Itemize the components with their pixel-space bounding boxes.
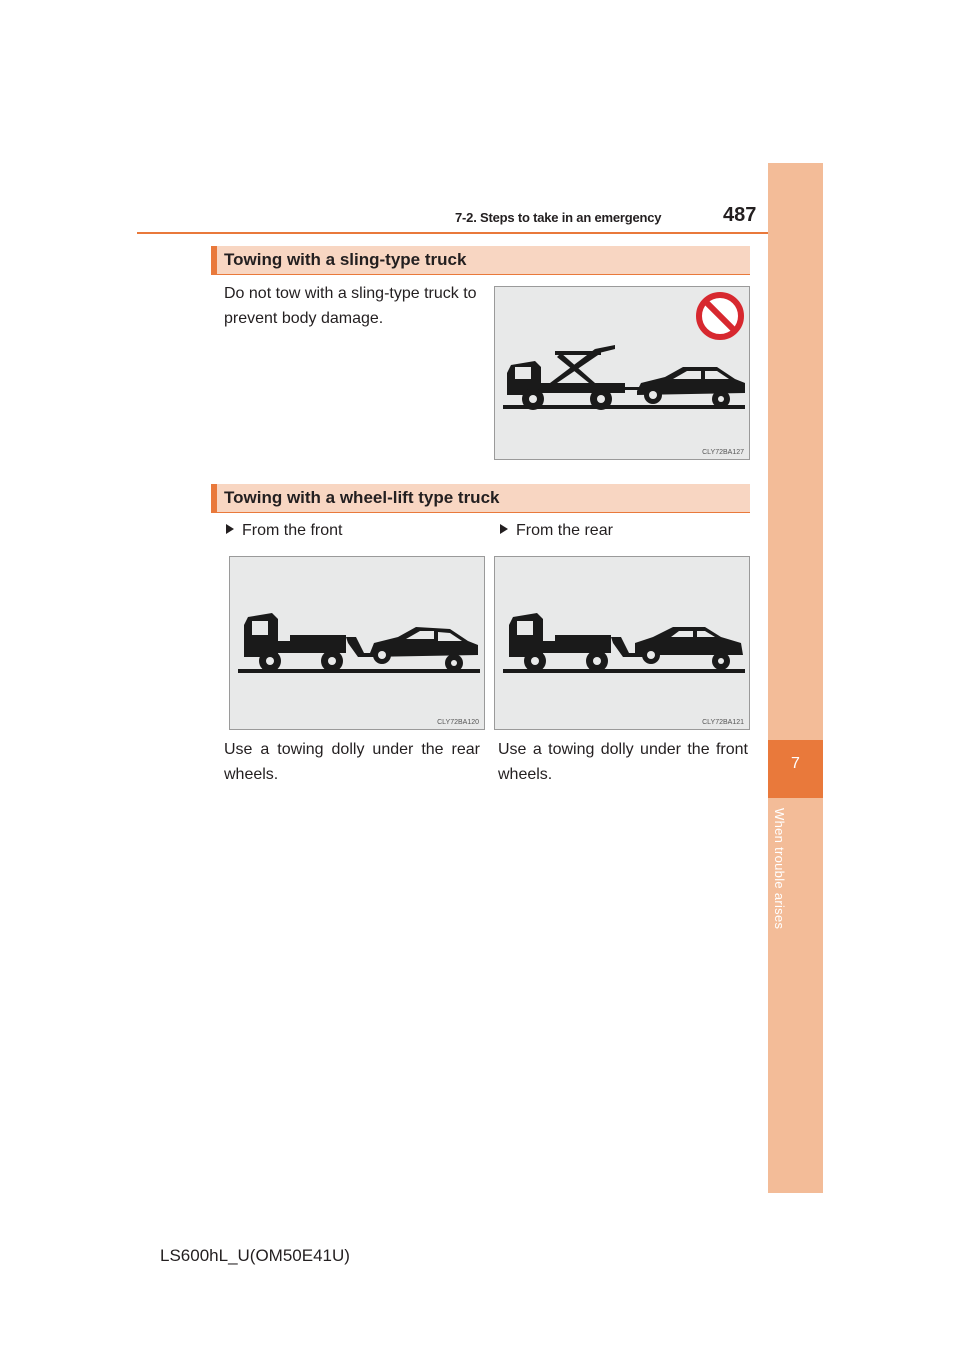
section-heading-title: Towing with a wheel-lift type truck bbox=[224, 488, 500, 507]
header-section-title: 7-2. Steps to take in an emergency bbox=[455, 210, 662, 225]
from-rear-label: From the rear bbox=[500, 522, 613, 540]
sling-truck-icon bbox=[507, 345, 641, 410]
towed-car-icon bbox=[635, 627, 743, 670]
towed-car-icon bbox=[637, 367, 745, 408]
sling-type-truck-figure bbox=[494, 286, 750, 460]
section-heading-wheel-lift bbox=[211, 484, 750, 513]
header-rule bbox=[137, 232, 823, 234]
towed-car-icon bbox=[370, 627, 478, 672]
figure-code: CLY72BA127 bbox=[702, 449, 744, 456]
wheel-lift-truck-icon bbox=[509, 613, 645, 672]
sling-type-warning-text: Do not tow with a sling-type truck to prevent body damage. bbox=[224, 285, 477, 327]
prohibition-icon bbox=[699, 295, 741, 337]
wheel-lift-truck-icon bbox=[244, 613, 380, 672]
triangle-bullet-icon bbox=[500, 524, 508, 534]
from-front-label: From the front bbox=[226, 522, 342, 540]
wheel-lift-front-figure bbox=[229, 556, 485, 730]
wheel-lift-rear-figure bbox=[494, 556, 750, 730]
triangle-bullet-icon bbox=[226, 524, 234, 534]
footer-model-code: LS600hL_U(OM50E41U) bbox=[160, 1246, 350, 1265]
chapter-number: 7 bbox=[791, 755, 800, 772]
from-rear-caption: Use a towing dolly under the front wheels. bbox=[498, 741, 748, 783]
section-heading-sling-type bbox=[211, 246, 750, 275]
chapter-side-tab bbox=[768, 163, 823, 1193]
from-front-caption: Use a towing dolly under the rear wheels. bbox=[224, 741, 480, 783]
section-heading-title: Towing with a sling-type truck bbox=[224, 250, 467, 269]
section-heading-accent bbox=[211, 246, 217, 274]
section-heading-accent bbox=[211, 484, 217, 512]
chapter-label: When trouble arises bbox=[772, 808, 787, 930]
figure-code: CLY72BA120 bbox=[437, 719, 479, 726]
page-number: 487 bbox=[723, 204, 757, 226]
figure-code: CLY72BA121 bbox=[702, 719, 744, 726]
